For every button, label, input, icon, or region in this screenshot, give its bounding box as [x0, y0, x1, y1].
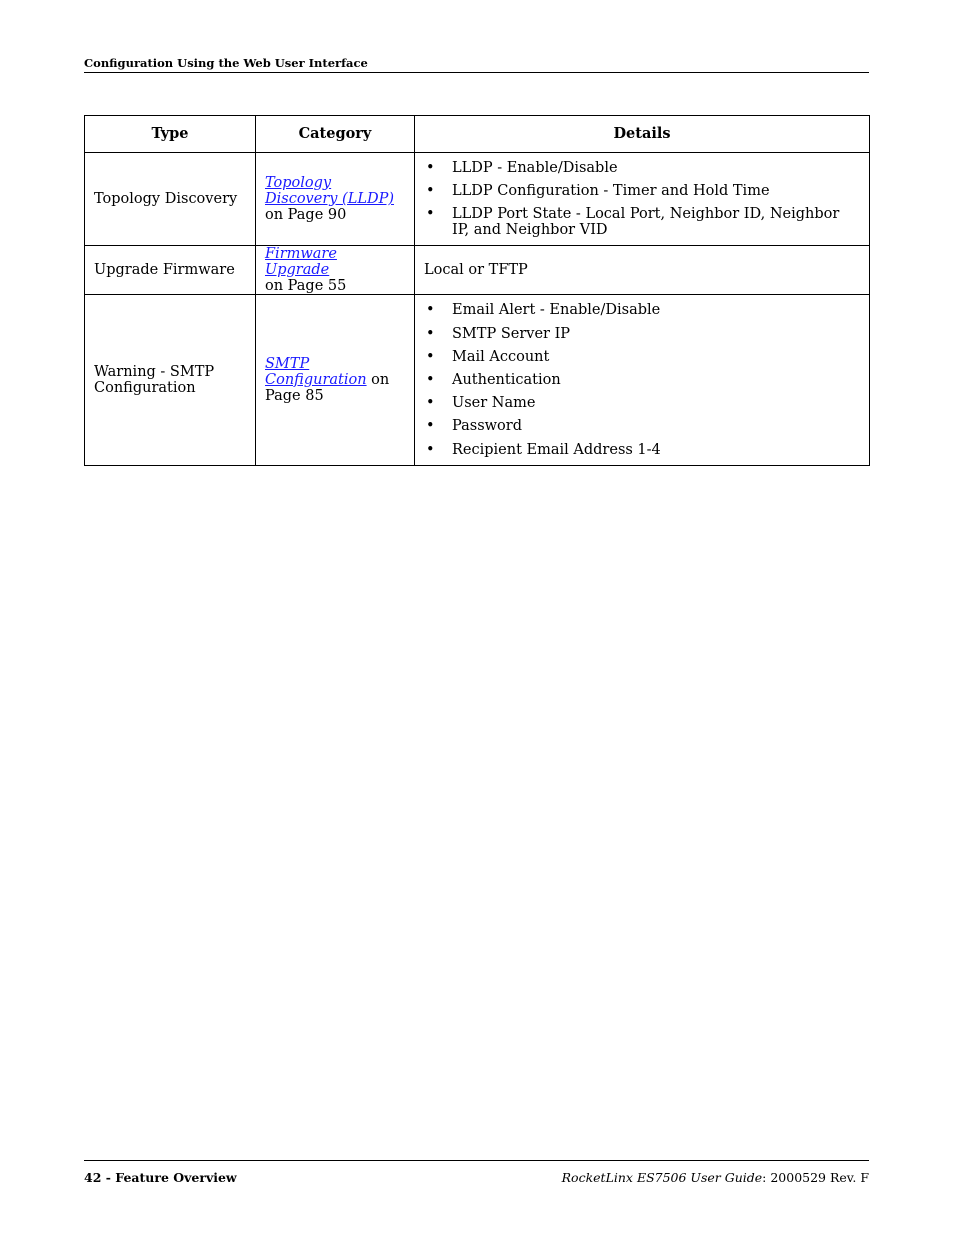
category-cell [256, 153, 415, 246]
list-item: • LLDP - Enable/Disable [424, 160, 860, 176]
type-cell: Warning - SMTP Configuration [85, 295, 256, 466]
running-header: Configuration Using the Web User Interface [84, 56, 869, 73]
list-item: • LLDP Configuration - Timer and Hold Time [424, 183, 860, 199]
type-cell: Upgrade Firmware [85, 246, 256, 295]
column-header-category: Category [256, 116, 415, 153]
page-reference: on Page 85 [265, 372, 390, 404]
category-cell [256, 295, 415, 466]
list-item: • Recipient Email Address 1-4 [424, 442, 860, 458]
list-item: • Authentication [424, 372, 860, 388]
table-row [85, 246, 870, 295]
list-item: • Email Alert - Enable/Disable [424, 302, 860, 318]
column-header-details: Details [415, 116, 870, 153]
details-list [424, 160, 860, 238]
page-reference: on Page 55 [265, 278, 347, 294]
list-item: • Mail Account [424, 349, 860, 365]
table-row [85, 153, 870, 246]
details-cell: Local or TFTP [415, 246, 870, 295]
running-footer [84, 1160, 869, 1185]
category-link-topology-discovery[interactable]: Topology Discovery (LLDP) [265, 175, 395, 207]
table-row [85, 295, 870, 466]
type-cell: Topology Discovery [85, 153, 256, 246]
footer-doc-number: : 2000529 Rev. F [762, 1170, 869, 1185]
column-header-type: Type [85, 116, 256, 153]
footer-page-label: 42 - Feature Overview [84, 1170, 237, 1185]
list-item: • User Name [424, 395, 860, 411]
category-link-smtp-configuration[interactable]: SMTP Configuration [265, 356, 367, 388]
footer-document-info [562, 1170, 869, 1185]
details-cell [415, 153, 870, 246]
list-item: • Password [424, 418, 860, 434]
page-reference: on Page 90 [265, 207, 347, 223]
table-header-row [85, 116, 870, 153]
category-link-firmware-upgrade[interactable]: Firmware Upgrade [265, 246, 337, 278]
footer-product-name: RocketLinx ES7506 User Guide [561, 1170, 763, 1185]
list-item: • LLDP Port State - Local Port, Neighbor ID, Neighbor IP, and Neighbor VID [424, 206, 860, 238]
details-list [424, 302, 860, 457]
category-cell [256, 246, 415, 295]
feature-table [84, 115, 870, 466]
list-item: • SMTP Server IP [424, 326, 860, 342]
details-cell [415, 295, 870, 466]
